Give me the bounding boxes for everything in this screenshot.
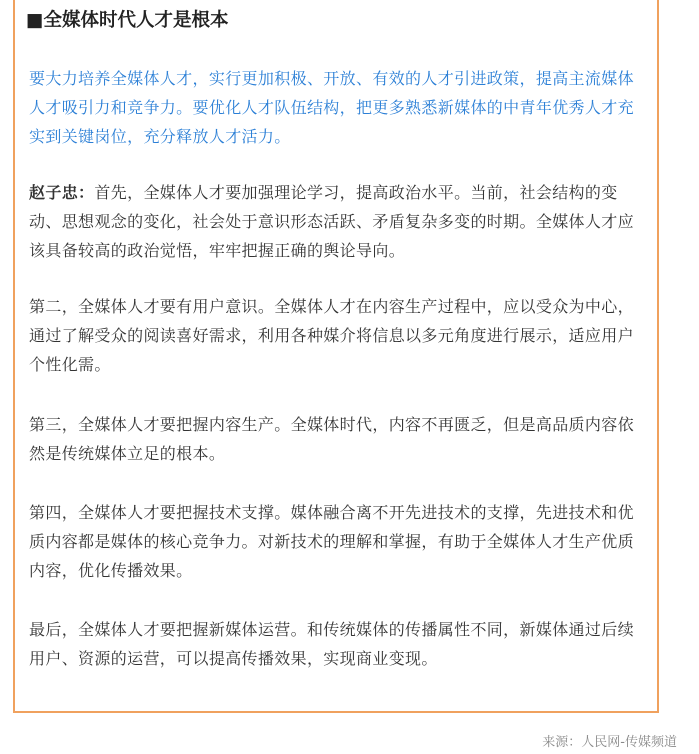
paragraph-last: 最后，全媒体人才要把握新媒体运营。和传统媒体的传播属性不同，新媒体通过后续用户、资源的运营，可以提高传播效果，实现商业变现。 — [29, 620, 634, 668]
paragraph-first-text: 首先，全媒体人才要加强理论学习，提高政治水平。当前，社会结构的变动、思想观念的变化，社会处于意识形态活跃、矛盾复杂多变的时期。全媒体人才应该具备较高的政治觉悟，牢牢把握正确的舆论导向。 — [29, 183, 634, 260]
paragraph-first — [29, 178, 649, 265]
speaker-name: 赵子忠： — [29, 183, 95, 202]
section-heading: ■全媒体时代人才是根本 — [26, 10, 229, 31]
paragraph-fourth: 第四，全媒体人才要把握技术支撑。媒体融合离不开先进技术的支撑，先进技术和优质内容都是媒体的核心竞争力。对新技术的理解和掌握，有助于全媒体人才生产优质内容，优化传播效果。 — [29, 503, 634, 580]
paragraph-third: 第三，全媒体人才要把握内容生产。全媒体时代，内容不再匮乏，但是高品质内容依然是传统媒体立足的根本。 — [29, 415, 634, 463]
source-credit: 来源：人民网-传媒频道 — [542, 735, 677, 750]
paragraph-second: 第二，全媒体人才要有用户意识。全媒体人才在内容生产过程中，应以受众为中心，通过了解受众的阅读喜好需求，利用各种媒介将信息以多元角度进行展示，适应用户个性化需。 — [29, 297, 634, 374]
intro-paragraph: 要大力培养全媒体人才，实行更加积极、开放、有效的人才引进政策，提高主流媒体人才吸引力和竞争力。要优化人才队伍结构，把更多熟悉新媒体的中青年优秀人才充实到关键岗位，充分释放人才活力。 — [29, 69, 634, 146]
